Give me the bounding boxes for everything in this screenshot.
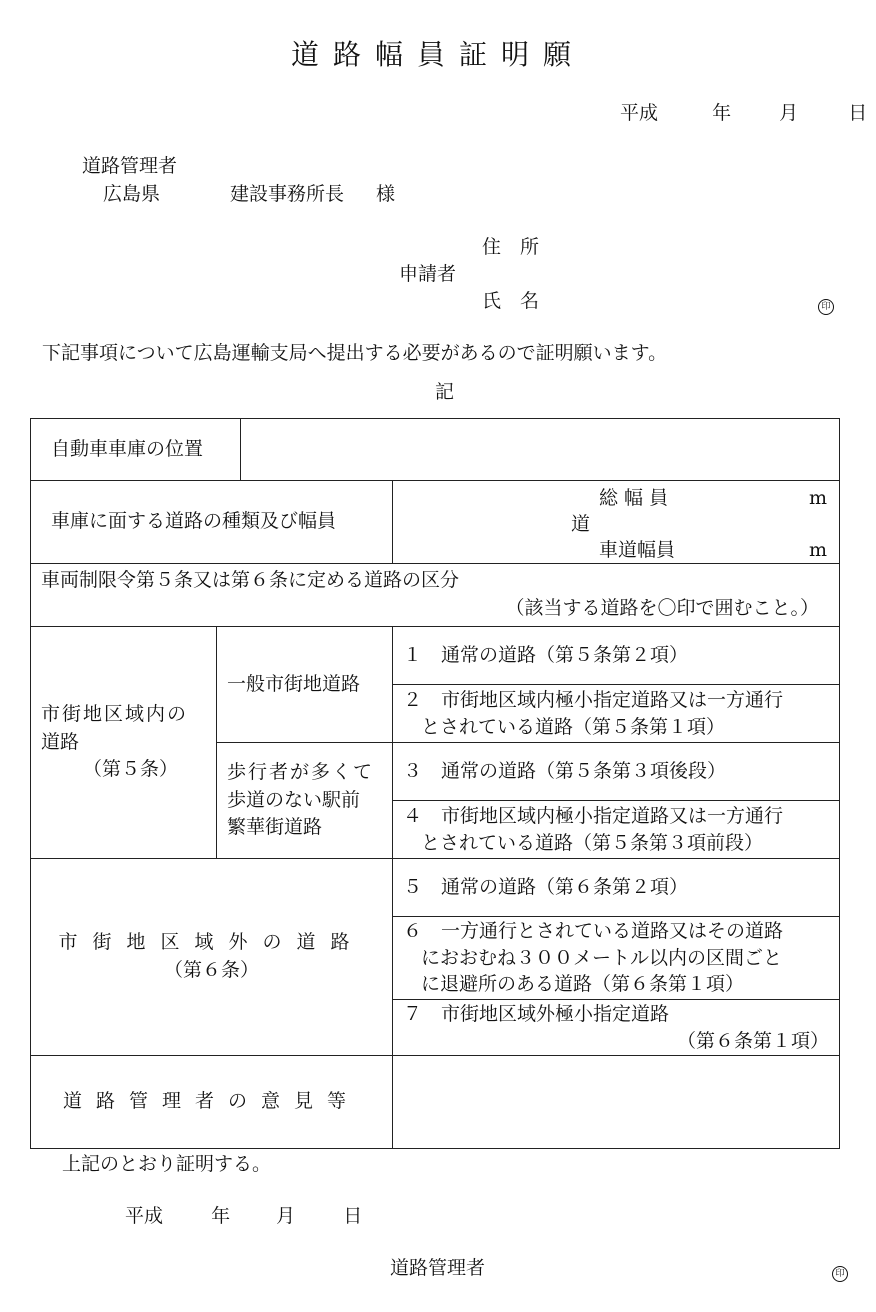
item7-line2: （第６条第１項） bbox=[677, 1029, 830, 1052]
crowded-road-label-3: 繁華街道路 bbox=[227, 816, 323, 839]
opinion-row bbox=[31, 1056, 840, 1149]
total-width-unit: m bbox=[808, 487, 828, 509]
roadway-width-label: 車道幅員 bbox=[599, 539, 676, 561]
addressee-office: 建設事務所長 bbox=[230, 183, 345, 205]
applicant-seal-mark bbox=[818, 292, 834, 315]
road-width-field[interactable] bbox=[393, 481, 840, 564]
applicant-address-label: 住 所 bbox=[482, 236, 540, 258]
item7-line1: ７ 市街地区域外極小指定道路 bbox=[403, 1002, 670, 1025]
footer-date-month: 月 bbox=[276, 1205, 296, 1227]
footer-date-day: 日 bbox=[343, 1205, 363, 1227]
classification-row bbox=[31, 564, 840, 627]
classification-heading: 車両制限令第５条又は第６条に定める道路の区分 bbox=[41, 569, 460, 592]
urban-inside-label bbox=[31, 627, 217, 859]
item3-option[interactable]: ３ 通常の道路（第５条第３項後段） bbox=[393, 743, 840, 801]
urban-outside-label-text: 市街地区域外の道路 bbox=[58, 931, 365, 954]
total-width-label: 総 幅 員 bbox=[599, 487, 669, 509]
page-title: 道路幅員証明願 bbox=[290, 38, 585, 71]
crowded-road-label bbox=[217, 743, 393, 859]
urban-inside-label-2: 道路 bbox=[41, 730, 80, 753]
item1-row bbox=[31, 627, 840, 685]
road-type-width-label: 車庫に面する道路の種類及び幅員 bbox=[31, 481, 393, 564]
seal-icon: 印 bbox=[818, 299, 834, 315]
item2-line2: とされている道路（第５条第１項） bbox=[421, 715, 726, 738]
road-type-width-row bbox=[31, 481, 840, 564]
garage-location-field[interactable] bbox=[241, 419, 840, 481]
date-month: 月 bbox=[779, 102, 799, 124]
date-era: 平成 bbox=[620, 102, 659, 124]
ki-heading: 記 bbox=[435, 381, 455, 403]
urban-outside-label bbox=[31, 859, 393, 1056]
seal-icon: 印 bbox=[832, 1266, 848, 1282]
footer-date-era: 平成 bbox=[125, 1205, 164, 1227]
garage-location-row bbox=[31, 419, 840, 481]
garage-location-label: 自動車車庫の位置 bbox=[31, 419, 241, 481]
classification-cell bbox=[31, 564, 840, 627]
item4-line1: ４ 市街地区域内極小指定道路又は一方通行 bbox=[403, 804, 784, 827]
date-day: 日 bbox=[848, 102, 868, 124]
item4-option[interactable] bbox=[393, 801, 840, 859]
certify-text: 上記のとおり証明する。 bbox=[62, 1153, 272, 1175]
footer-date-year: 年 bbox=[211, 1205, 231, 1227]
addressee-honorific: 様 bbox=[376, 183, 396, 205]
opinion-label: 道路管理者の意見等 bbox=[31, 1056, 393, 1149]
opinion-field[interactable] bbox=[393, 1056, 840, 1149]
road-char: 道 bbox=[571, 513, 591, 535]
item5-option[interactable]: ５ 通常の道路（第６条第２項） bbox=[393, 859, 840, 917]
classification-note: （該当する道路を〇印で囲むこと。） bbox=[505, 597, 820, 619]
item4-line2: とされている道路（第５条第３項前段） bbox=[421, 831, 764, 854]
general-road-label: 一般市街地道路 bbox=[217, 627, 393, 743]
applicant-name-label: 氏 名 bbox=[482, 290, 540, 312]
urban-inside-article: （第５条） bbox=[83, 758, 179, 781]
item1-option[interactable]: １ 通常の道路（第５条第２項） bbox=[393, 627, 840, 685]
item2-option[interactable] bbox=[393, 685, 840, 743]
crowded-road-label-2: 歩道のない駅前 bbox=[227, 788, 361, 811]
footer-seal-mark bbox=[832, 1259, 848, 1282]
urban-outside-article: （第６条） bbox=[164, 959, 260, 981]
item6-line2: におおむね３００メートル以内の区間ごと bbox=[421, 946, 783, 969]
item6-option[interactable] bbox=[393, 917, 840, 1000]
addressee-role: 道路管理者 bbox=[82, 155, 178, 177]
item5-row bbox=[31, 859, 840, 917]
item2-line1: ２ 市街地区域内極小指定道路又は一方通行 bbox=[403, 688, 784, 711]
addressee-prefecture: 広島県 bbox=[103, 183, 161, 205]
roadway-width-unit: m bbox=[808, 539, 828, 561]
item7-option[interactable] bbox=[393, 1000, 840, 1056]
date-year: 年 bbox=[712, 102, 732, 124]
item6-line3: に退避所のある道路（第６条第１項） bbox=[421, 973, 745, 996]
item6-line1: ６ 一方通行とされている道路又はその道路 bbox=[403, 920, 784, 943]
applicant-label: 申請者 bbox=[399, 263, 457, 285]
footer-manager-label: 道路管理者 bbox=[390, 1257, 486, 1279]
request-text: 下記事項について広島運輸支局へ提出する必要があるので証明願います。 bbox=[42, 342, 668, 364]
application-date bbox=[620, 102, 867, 125]
certification-date bbox=[125, 1205, 362, 1228]
crowded-road-label-1: 歩行者が多くて bbox=[227, 761, 375, 784]
road-width-table bbox=[30, 418, 840, 1149]
urban-inside-label-1: 市街地区域内の bbox=[41, 703, 189, 726]
